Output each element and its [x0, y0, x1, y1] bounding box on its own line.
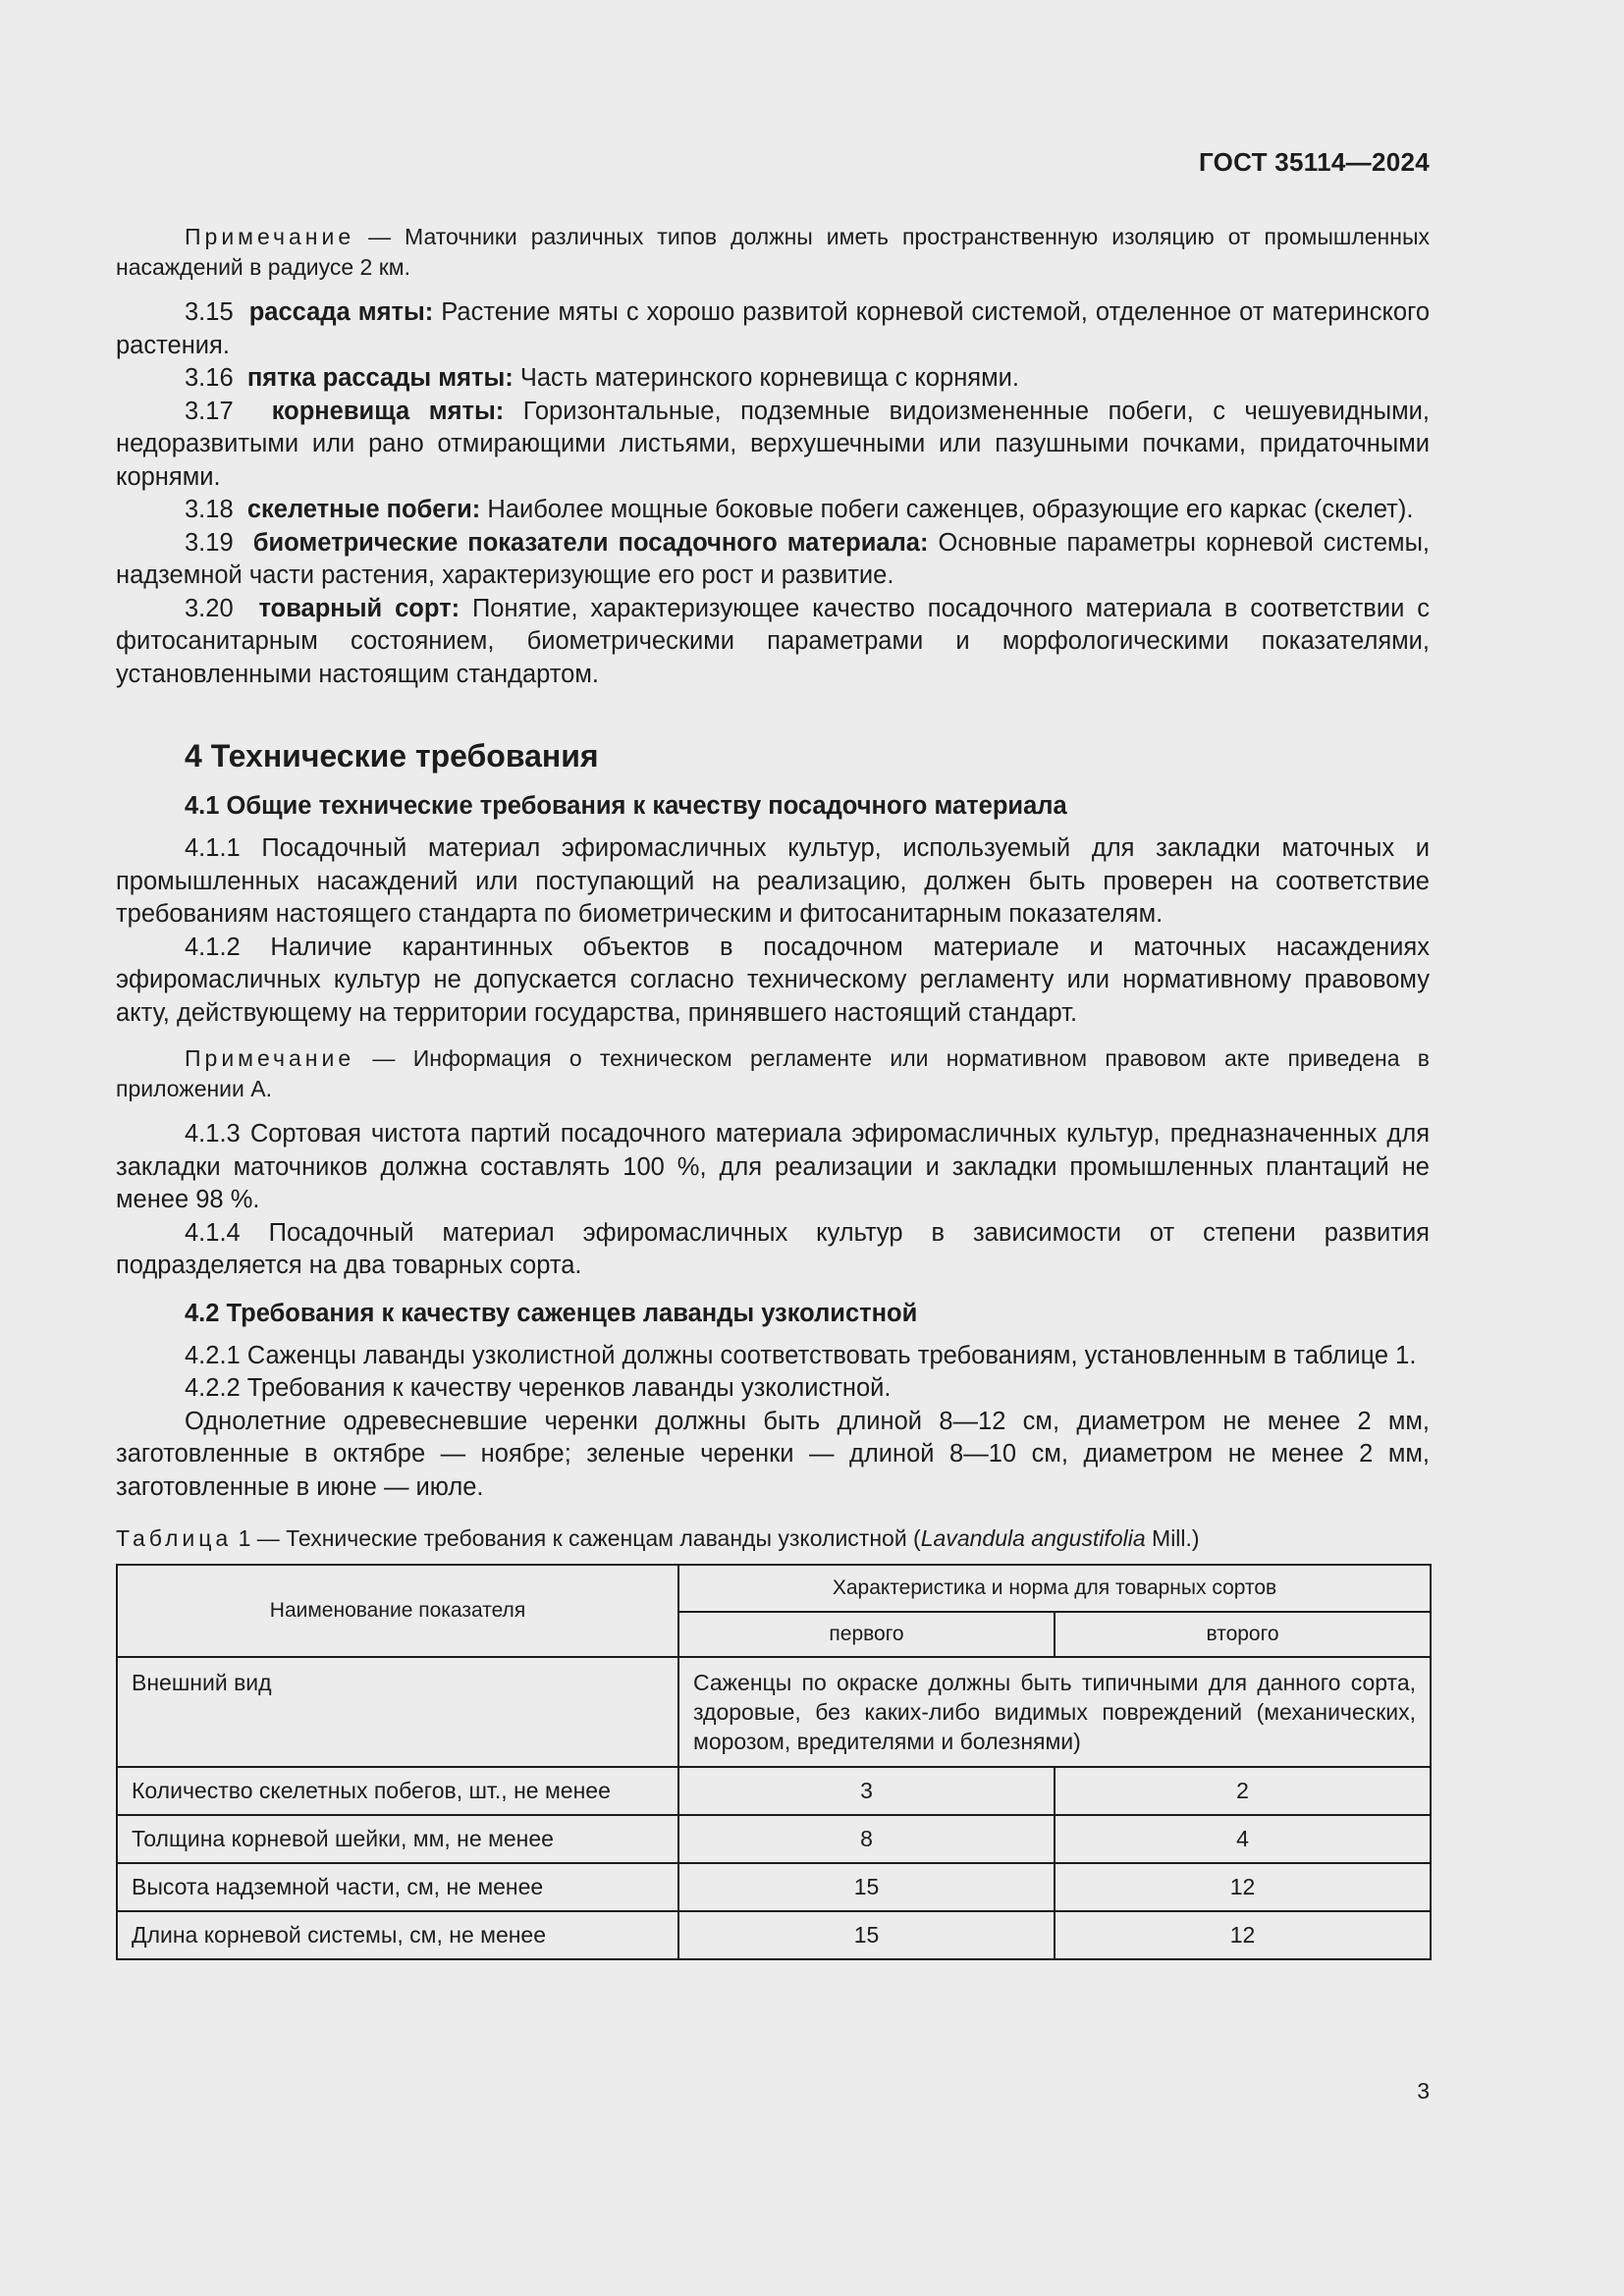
term-number: 3.18: [185, 496, 234, 523]
term-number: 3.20: [185, 594, 234, 622]
document-code: ГОСТ 35114—2024: [1198, 147, 1430, 177]
caption-end: Mill.): [1145, 1525, 1200, 1551]
term-name: товарный сорт:: [258, 594, 460, 622]
table-caption: [116, 1523, 1430, 1554]
clause-4-2-1: 4.2.1 Саженцы лаванды узколистной должны соответствовать требованиям, установленным в таблице 1.: [185, 1341, 1417, 1369]
term-definition: Горизонтальные, подземные видоизмененные побеги, с чешуевидными, недоразвитыми или рано отмирающими листьями, верхушечными или пазушными почками, придаточными корнями.: [116, 397, 1430, 491]
term-definition: Понятие, характеризующее качество посадочного материала в соответствии с фитосанитарным состоянием, биометрическими параметрами и морфологическими показателями, установленными настоящим стандартом.: [116, 594, 1431, 688]
clause-4-1-1: 4.1.1 Посадочный материал эфиромасличных культур, используемый для закладки маточных и промышленных насаждений или поступающий на реализацию, должен быть проверен на соответствие требованиям настоящего стандарта по биометрическим и фитосанитарным показателям.: [116, 834, 1430, 928]
term-name: пятка рассады мяты:: [246, 364, 514, 392]
row-value-second: 2: [1055, 1767, 1431, 1815]
term-3-20: [116, 593, 1430, 692]
row-value-second: 12: [1055, 1911, 1431, 1959]
row-value-first: 3: [678, 1767, 1055, 1815]
table-row: [117, 1767, 1431, 1815]
row-label: Внешний вид: [117, 1657, 678, 1767]
note-text: — Информация о техническом регламенте или нормативном правовом акте приведена в приложении А.: [116, 1045, 1430, 1101]
table-row: [117, 1911, 1431, 1959]
term-definition: Основные параметры корневой системы, надземной части растения, характеризующие его рост и развитие.: [116, 528, 1430, 589]
header-characteristics: Характеристика и норма для товарных сортов: [678, 1565, 1431, 1612]
term-definition: Растение мяты с хорошо развитой корневой системой, отделенное от материнского растения.: [116, 298, 1430, 359]
subsection-title: 4.1 Общие технические требования к качеству посадочного материала: [185, 792, 1067, 820]
row-label: Длина корневой системы, см, не менее: [117, 1911, 678, 1959]
term-3-15: [116, 296, 1430, 362]
row-value-first: 15: [678, 1911, 1055, 1959]
table-row: [117, 1815, 1431, 1863]
row-value-first: 8: [678, 1815, 1055, 1863]
term-name: биометрические показатели посадочного материала:: [252, 528, 929, 557]
term-name: скелетные побеги:: [246, 496, 481, 523]
clause-4-1-4: 4.1.4 Посадочный материал эфиромасличных культур в зависимости от степени развития подразделяется на два товарных сорта.: [116, 1218, 1430, 1279]
subsection-title: 4.2 Требования к качеству саженцев лаванды узколистной: [185, 1299, 918, 1327]
caption-latin-name: Lavandula angustifolia: [920, 1525, 1146, 1551]
row-label: Количество скелетных побегов, шт., не менее: [117, 1767, 678, 1815]
term-number: 3.19: [185, 528, 234, 557]
requirements-table: [116, 1564, 1432, 1960]
term-definition: Часть материнского корневища с корнями.: [513, 364, 1019, 392]
term-name: рассада мяты:: [248, 298, 434, 326]
page-number: 3: [1417, 2078, 1430, 2104]
clause-4-2-2: 4.2.2 Требования к качеству черенков лаванды узколистной.: [185, 1374, 892, 1402]
row-label: Высота надземной части, см, не менее: [117, 1863, 678, 1911]
clause-4-1-2: 4.1.2 Наличие карантинных объектов в посадочном материале и маточных насаждениях эфиромасличных культур не допускается согласно техническому регламенту или нормативному правовому акту, действующему на территории государства, принявшего настоящий стандарт.: [116, 933, 1430, 1027]
header-grade-first: первого: [678, 1612, 1055, 1657]
term-definition: Наиболее мощные боковые побеги саженцев, образующие его каркас (скелет).: [480, 496, 1414, 523]
term-number: 3.17: [185, 397, 234, 425]
clause-4-2-2-detail: Однолетние одревесневшие черенки должны быть длиной 8—12 см, диаметром не менее 2 мм, заготовленные в октябре — ноябре; зеленые черенки — длиной 8—10 см, диаметром не менее 2 мм, заготовленные в июне — июле.: [116, 1407, 1430, 1501]
header-indicator-name: Наименование показателя: [117, 1565, 678, 1657]
table-row: [117, 1863, 1431, 1911]
caption-text: 1 — Технические требования к саженцам лаванды узколистной (: [232, 1525, 921, 1551]
row-value: Саженцы по окраске должны быть типичными для данного сорта, здоровые, без каких-либо видимых повреждений (механических, морозом, вредителями и болезнями): [678, 1657, 1431, 1767]
section-title: 4 Технические требования: [185, 738, 599, 774]
row-label: Толщина корневой шейки, мм, не менее: [117, 1815, 678, 1863]
row-value-first: 15: [678, 1863, 1055, 1911]
note-label: Примечание: [185, 224, 355, 249]
note-text: — Маточники различных типов должны иметь пространственную изоляцию от промышленных насаждений в радиусе 2 км.: [116, 224, 1430, 280]
caption-label: Таблица: [116, 1525, 233, 1551]
term-number: 3.15: [185, 298, 234, 326]
note-label: Примечание: [185, 1045, 355, 1071]
term-3-19: [116, 527, 1430, 593]
term-3-18: [116, 494, 1430, 527]
term-3-16: [116, 362, 1430, 396]
row-value-second: 4: [1055, 1815, 1431, 1863]
clause-4-1-3: 4.1.3 Сортовая чистота партий посадочного материала эфиромасличных культур, предназначенных для закладки маточников должна составлять 100 %, для реализации и закладки промышленных плантаций не менее 98 %.: [116, 1120, 1430, 1213]
term-number: 3.16: [185, 364, 234, 392]
note-isolation: [116, 222, 1430, 283]
term-name: корневища мяты:: [271, 397, 505, 425]
table-row: [117, 1657, 1431, 1767]
term-3-17: [116, 396, 1430, 495]
row-value-second: 12: [1055, 1863, 1431, 1911]
note-regulation: [116, 1043, 1430, 1104]
header-grade-second: второго: [1055, 1612, 1431, 1657]
page-content: [116, 222, 1430, 1960]
